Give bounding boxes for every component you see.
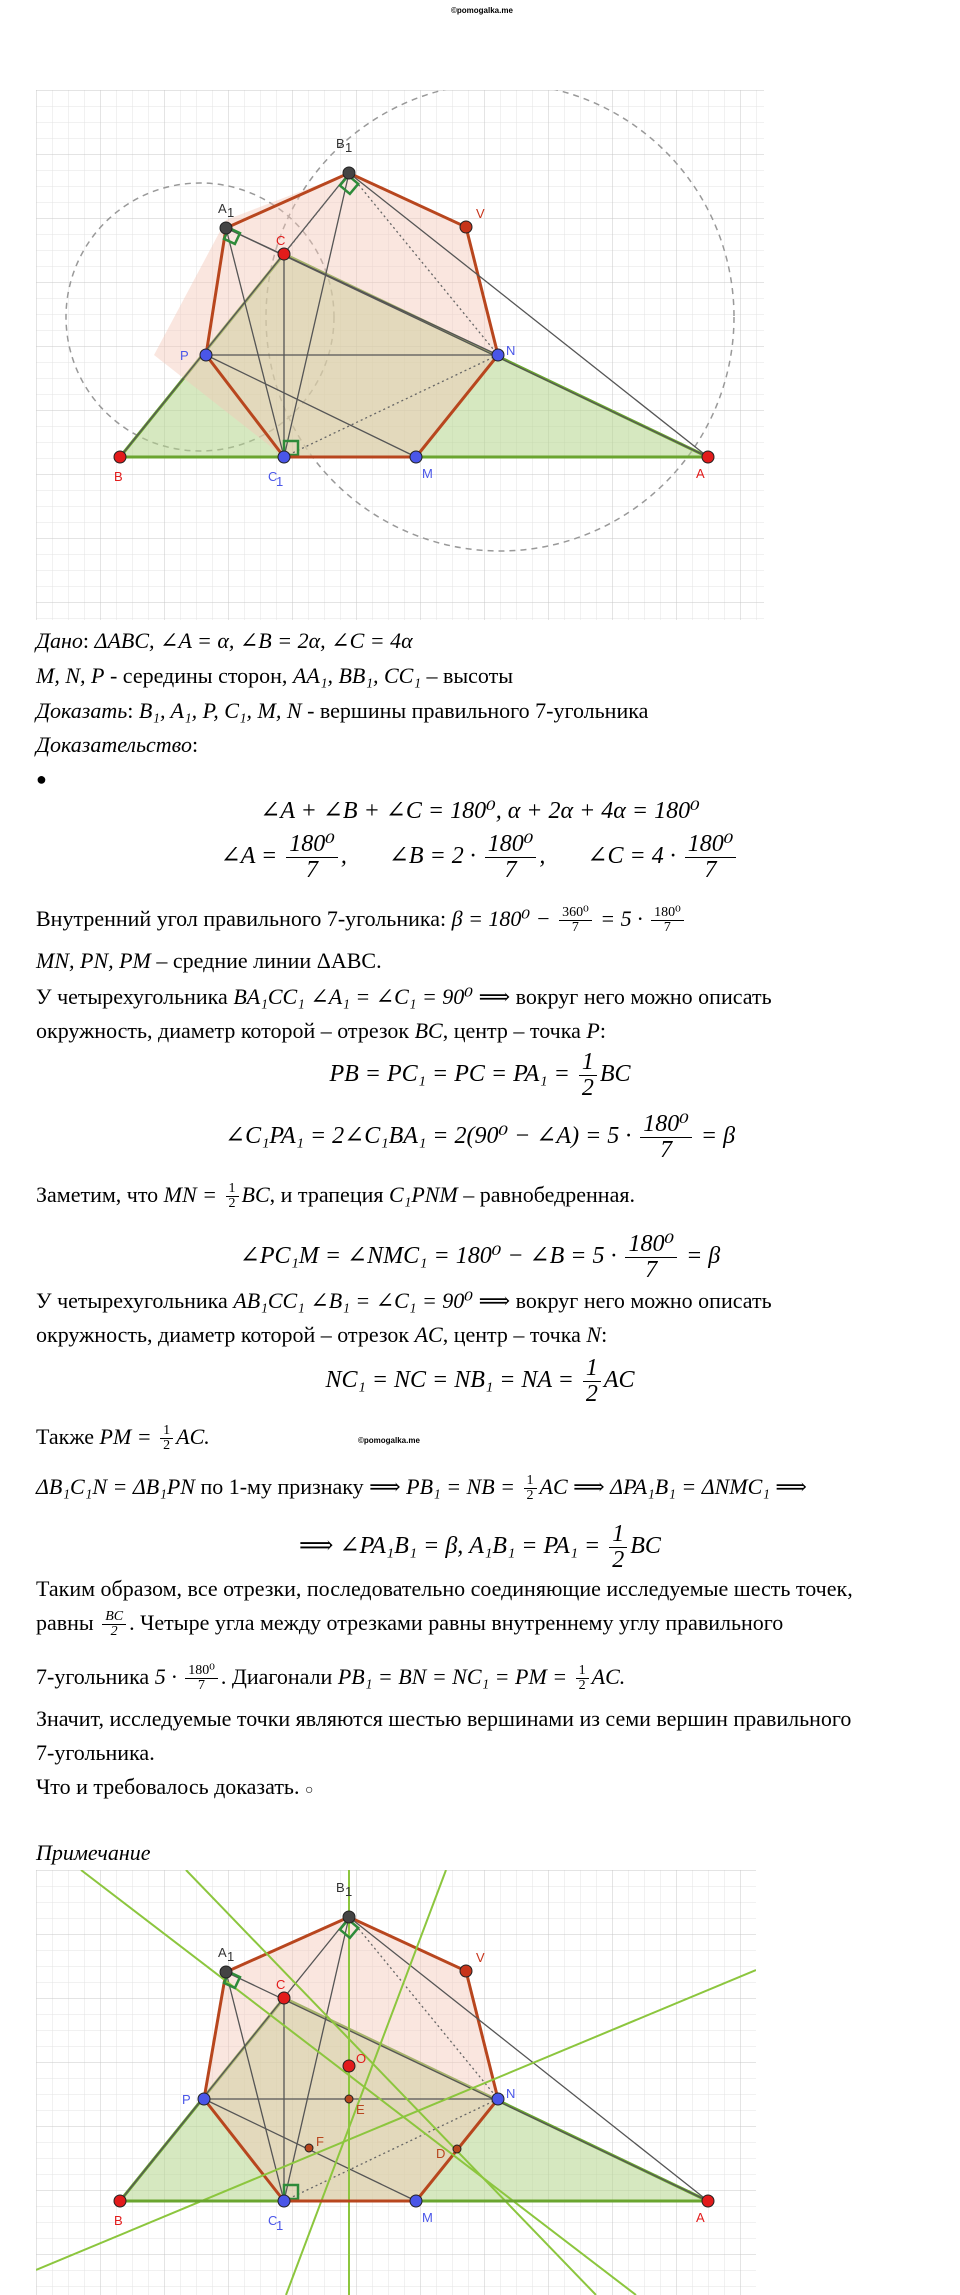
- circle1-line: окружность, диаметр которой – отрезок BC, центр – точка P:: [36, 1018, 606, 1043]
- label-b1: B: [336, 136, 345, 151]
- construction-figure-2: [36, 1870, 756, 2295]
- fig2-label-f: F: [316, 2134, 324, 2149]
- qed-line: Что и требовалось доказать. ○: [36, 1774, 314, 1799]
- conclusion-line-5: 7-угольника.: [36, 1740, 155, 1765]
- svg-text:1: 1: [276, 2218, 284, 2233]
- fig2-label-p: P: [182, 2092, 191, 2107]
- equation-pa1b1: ⟹ ∠PA₁B₁ = β, A₁B₁ = PA₁ = $\frac{1}{2}$ BC: [299, 1521, 661, 1574]
- quad1-line: У четырехугольника BA₁CC₁ ∠A₁ = ∠C₁ = 90⁰ ⟹ вокруг него можно описать: [36, 984, 772, 1009]
- fig2-label-n: N: [506, 2086, 516, 2101]
- equation-angles-values: ∠A = $\frac{\text{180⁰}}{7}$ , ∠B = 2 · $\frac{\text{180⁰}}{7}$ , ∠C = 4 · $\frac{\text{180⁰}}{7}$: [0, 832, 960, 883]
- fig2-label-e: E: [356, 2102, 365, 2117]
- fig2-label-m: M: [422, 2210, 433, 2225]
- equation-pb: PB = PC₁ = PC = PA₁ = $\frac{1}{2}$ BC: [329, 1049, 631, 1102]
- midlines-line: MN, PN, PM – средние линии ΔABC.: [36, 948, 382, 973]
- note-mn-line: Заметим, что MN = $\frac{1}{2}$ BC, и трапеция C₁PNM – равнобедренная.: [36, 1180, 635, 1212]
- conclusion-line-4: Значит, исследуемые точки являются шестью вершинами из семи вершин правильного: [36, 1706, 852, 1731]
- watermark-top: ©pomogalka.me: [451, 6, 513, 15]
- fig2-label-a1: A: [218, 1945, 227, 1960]
- prove-line: Доказать: B₁, A₁, P, C₁, M, N - вершины правильного 7-угольника: [36, 698, 649, 723]
- label-b: B: [114, 469, 123, 484]
- label-a1: A: [218, 201, 227, 216]
- equation-nc: NC₁ = NC = NB₁ = NA = $\frac{1}{2}$ AC: [325, 1355, 635, 1408]
- conclusion-line-3: 7-угольника 5 · $\frac{\text{180⁰}}{7}$ . Диагонали PB₁ = BN = NC₁ = PM = $\frac{1}{2}$ AC.: [36, 1662, 626, 1694]
- equation-angles-sum: ∠A + ∠B + ∠C = 180⁰, α + 2α + 4α = 180⁰: [260, 798, 700, 824]
- midpoints-line: M, N, P - середины сторон, AA₁, BB₁, CC₁ – высоты: [36, 663, 514, 688]
- label-n: N: [506, 343, 516, 358]
- svg-text:1: 1: [345, 140, 353, 155]
- fig2-label-o: O: [356, 2051, 367, 2066]
- fig2-label-v: V: [476, 1950, 485, 1965]
- label-c1: C: [268, 469, 278, 484]
- fig2-label-b: B: [114, 2213, 123, 2228]
- svg-text:1: 1: [227, 1949, 235, 1964]
- label-v: V: [476, 206, 485, 221]
- also-pm-line: Также PM = $\frac{1}{2}$ AC.: [36, 1422, 210, 1454]
- construction-figure-1: [36, 90, 764, 620]
- fig2-label-a: A: [696, 2210, 705, 2225]
- fig2-label-b1: B: [336, 1880, 345, 1895]
- watermark-middle: ©pomogalka.me: [358, 1436, 420, 1445]
- svg-text:1: 1: [276, 474, 284, 489]
- equation-angle-c1pa1: ∠C₁PA₁ = 2∠C₁BA₁ = 2(90⁰ − ∠A) = 5 · $\frac{\text{180⁰}}{7}$ = β: [224, 1111, 736, 1164]
- fig2-label-c: C: [276, 1977, 286, 1992]
- label-c: C: [276, 233, 286, 248]
- label-p: P: [180, 348, 189, 363]
- conclusion-line-2: равны $\frac{BC}{2}$ . Четыре угла между отрезками равны внутреннему углу правильного: [36, 1608, 784, 1640]
- label-a: A: [696, 466, 705, 481]
- label-m: M: [422, 466, 433, 481]
- circle2-line: окружность, диаметр которой – отрезок AC, центр – точка N:: [36, 1322, 608, 1347]
- conclusion-line-1: Таким образом, все отрезки, последовательно соединяющие исследуемые шесть точек,: [36, 1576, 853, 1601]
- svg-text:1: 1: [345, 1884, 353, 1899]
- bullet: ●: [36, 769, 47, 789]
- fig2-label-d: D: [436, 2146, 446, 2161]
- inner-angle-line: Внутренний угол правильного 7-угольника: β = 180⁰ − $\frac{\text{360⁰}}{7}$ = 5 · $\frac{\text{180⁰}}{7}$: [36, 904, 687, 936]
- equation-angle-pc1m: ∠PC₁M = ∠NMC₁ = 180⁰ − ∠B = 5 · $\frac{\text{180⁰}}{7}$ = β: [239, 1231, 721, 1284]
- quad2-line: У четырехугольника AB₁CC₁ ∠B₁ = ∠C₁ = 90⁰ ⟹ вокруг него можно описать: [36, 1288, 772, 1313]
- fig2-label-c1: C: [268, 2213, 278, 2228]
- triangles-line: ΔB₁C₁N = ΔB₁PN по 1-му признаку ⟹ PB₁ = NB = $\frac{1}{2}$ AC ⟹ ΔPA₁B₁ = ΔNMC₁ ⟹: [36, 1472, 807, 1504]
- proof-label: Доказательство:: [36, 732, 199, 757]
- svg-text:1: 1: [227, 205, 235, 220]
- note-heading: Примечание: [36, 1840, 151, 1865]
- given-line: Дано: ΔABC, ∠A = α, ∠B = 2α, ∠C = 4α: [36, 628, 413, 653]
